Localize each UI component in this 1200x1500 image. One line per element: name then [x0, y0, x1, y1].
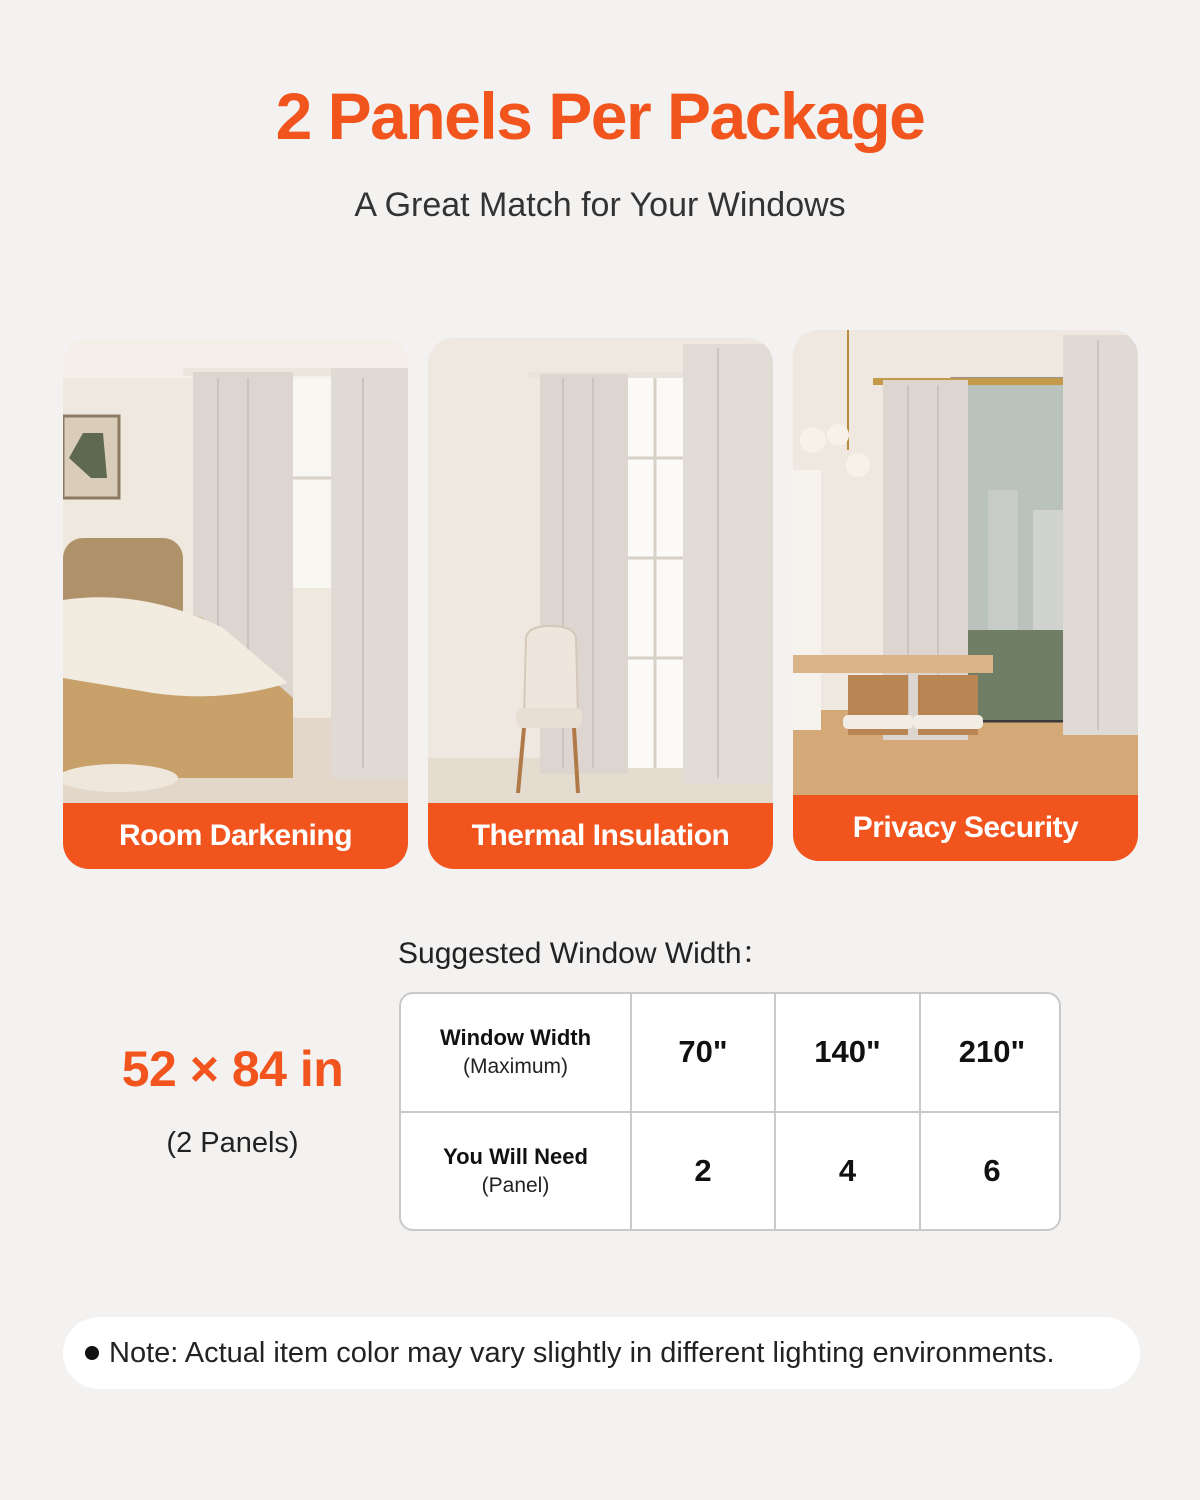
- cell-value: 6: [983, 1152, 1001, 1188]
- row-header: [401, 1112, 631, 1230]
- cell-value: 140": [814, 1034, 881, 1070]
- page-subtitle: A Great Match for Your Windows: [354, 186, 846, 224]
- row-header-label: You Will Need: [443, 1143, 588, 1169]
- feature-card-room-darkening: [63, 338, 408, 869]
- bedroom-image: [63, 338, 408, 803]
- row-header-sub: (Maximum): [463, 1055, 568, 1079]
- product-size: 52 × 84 in: [121, 1041, 344, 1097]
- window-chair-image: [428, 338, 773, 803]
- table-cell: [775, 1112, 920, 1230]
- panels-count: (2 Panels): [166, 1127, 299, 1159]
- feature-label-privacy-security: Privacy Security: [793, 795, 1138, 861]
- bullet-icon: [85, 1346, 99, 1360]
- note-text: Note: Actual item color may vary slightly in different lighting environments.: [109, 1336, 1055, 1369]
- feature-card-privacy-security: [793, 330, 1138, 861]
- page-title: 2 Panels Per Package: [275, 79, 925, 153]
- row-header-sub: (Panel): [481, 1173, 550, 1197]
- table-row: [401, 994, 1061, 1112]
- table-cell: [920, 1112, 1061, 1230]
- dining-room-image: [793, 330, 1138, 795]
- feature-card-thermal-insulation: [428, 338, 773, 869]
- table-cell: [775, 994, 920, 1112]
- suggested-width-heading: Suggested Window Width：: [398, 937, 772, 970]
- row-header: [401, 994, 631, 1112]
- feature-label-thermal-insulation: Thermal Insulation: [428, 803, 773, 869]
- sizing-table: [401, 994, 1061, 1229]
- cell-value: 2: [694, 1152, 712, 1188]
- table-cell: [631, 994, 775, 1112]
- table-cell: [631, 1112, 775, 1230]
- cell-value: 70": [678, 1034, 728, 1070]
- row-header-label: Window Width: [439, 1025, 592, 1051]
- feature-label-room-darkening: Room Darkening: [63, 803, 408, 869]
- table-row: [401, 1112, 1061, 1230]
- table-cell: [920, 994, 1061, 1112]
- color-note: [63, 1317, 1140, 1389]
- window-width-table: [399, 992, 1061, 1231]
- cell-value: 4: [838, 1152, 857, 1188]
- cell-value: 210": [958, 1034, 1026, 1070]
